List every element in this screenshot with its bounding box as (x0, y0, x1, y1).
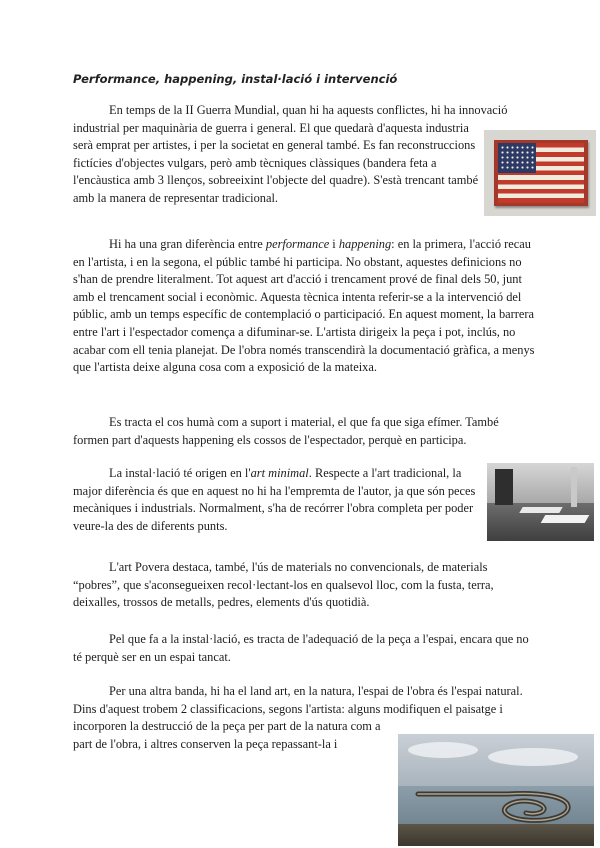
text-line: entre l'art i l'espectador comença a difuminar-se. L'artista dirigeix la peça i pot, inclús, no (73, 324, 516, 339)
text-line: té perquè ser en un espai tancat. (73, 649, 231, 664)
text-line: en l'artista, i en la segona, el públic també hi participa. No obstant, aquestes definicions no (73, 254, 522, 269)
text-line: públic, amb un temps específic de contemplació o participació. En aquest moment, la barrera (73, 307, 535, 322)
gallery-doorway (495, 469, 513, 505)
text-line: mecàniques i industrials. Normalment, s'ha de recórrer l'obra completa per poder (73, 501, 474, 516)
paragraph-installation-origin (73, 465, 475, 535)
emphasis-art-minimal: art minimal (250, 466, 309, 480)
paragraph-human-body (73, 414, 499, 449)
spiral-jetty-shape (398, 734, 594, 846)
text-line (73, 236, 535, 254)
text-line: major diferència és que en aquest no hi ha l'empremta de l'autor, ja que són peces (73, 483, 476, 498)
text-line: amb el trencament social i econòmic. Aquesta tècnica intenta referir-se a la intervenció del (73, 289, 522, 304)
text-line: En temps de la II Guerra Mundial, quan hi ha aquests conflictes, hi ha innovació (109, 103, 508, 117)
minimal-art-gallery-image (487, 463, 594, 541)
flag-painting-image (484, 130, 596, 216)
flag-stars (500, 145, 534, 171)
text-span: : en la primera, l'acció recau (391, 237, 531, 251)
text-line: Pel que fa a la instal·lació, es tracta de l'adequació de la peça a l'espai, encara que no (109, 632, 529, 646)
paragraph-performance-happening (73, 236, 535, 377)
text-line: que l'artista deixe alguna cosa com a exposició de la mateixa. (73, 360, 377, 375)
text-line: Es tracta el cos humà com a suport i material, el que fa que siga efímer. També (109, 415, 499, 429)
minimal-sculpture (541, 515, 590, 523)
text-line: “pobres”, que s'aconsegueixen recol·lectant-los en qualsevol lloc, com la fusta, terra, (73, 577, 494, 592)
text-line: formen part d'aquests happening els cossos de l'espectador, perquè en participa. (73, 432, 467, 447)
paragraph-arte-povera (73, 559, 494, 612)
text-line: serà emprat per artistes, i per la societat en general també. Es fan reconstruccions (73, 138, 476, 153)
text-span: i (329, 237, 339, 251)
text-line: L'art Povera destaca, també, l'ús de materials no convencionals, de materials (109, 560, 488, 574)
section-heading: Performance, happening, instal·lació i intervenció (73, 72, 398, 86)
text-line: deixalles, trossos de metalls, pedres, elements d'ús quotidià. (73, 595, 370, 610)
paragraph-installation-space (73, 631, 529, 666)
text-line: acabar com ell tenia planejat. De l'obra només transcendirà la documentació gràfica, a menys (73, 342, 535, 357)
text-line: s'han de prendre literalment. Tot aquest art d'acció i trencament prové de final dels 50, junt (73, 272, 522, 287)
text-span: Hi ha una gran diferència entre (109, 237, 266, 251)
text-line: part de l'obra, i altres conserven la peça repassant-la i (73, 736, 338, 751)
text-line: industrial per maquinària de guerra i general. El que quedarà d'aquesta industria (73, 120, 469, 135)
text-span: La instal·lació té origen en l' (109, 466, 251, 480)
paragraph-ww2-industry (73, 102, 507, 208)
text-line: l'encàustica amb 3 llenços, sobreeixint l'objecte del quadre). S'està trencant també (73, 173, 479, 188)
spiral-jetty-image (398, 734, 594, 846)
text-span: . Respecte a l'art tradicional, la (308, 466, 462, 480)
text-line: incorporen la destrucció de la peça per part de la natura com a (73, 719, 381, 734)
text-line: amb la manera de representar tradicional. (73, 190, 279, 205)
text-line: fictícies d'objectes vulgars, però amb tècniques clàssiques (bandera feta a (73, 155, 437, 170)
text-line: veure-la des de diferents punts. (73, 518, 228, 533)
minimal-sculpture (519, 507, 562, 513)
emphasis-happening: happening (338, 237, 392, 251)
gallery-pillar (571, 467, 577, 507)
emphasis-performance: performance (265, 237, 330, 251)
text-line (73, 465, 475, 483)
text-line: Dins d'aquest trobem 2 classificacions, segons l'artista: alguns modifiquen el paisatge i (73, 701, 503, 716)
text-line: Per una altra banda, hi ha el land art, en la natura, l'espai de l'obra és l'espai natural. (109, 684, 523, 698)
